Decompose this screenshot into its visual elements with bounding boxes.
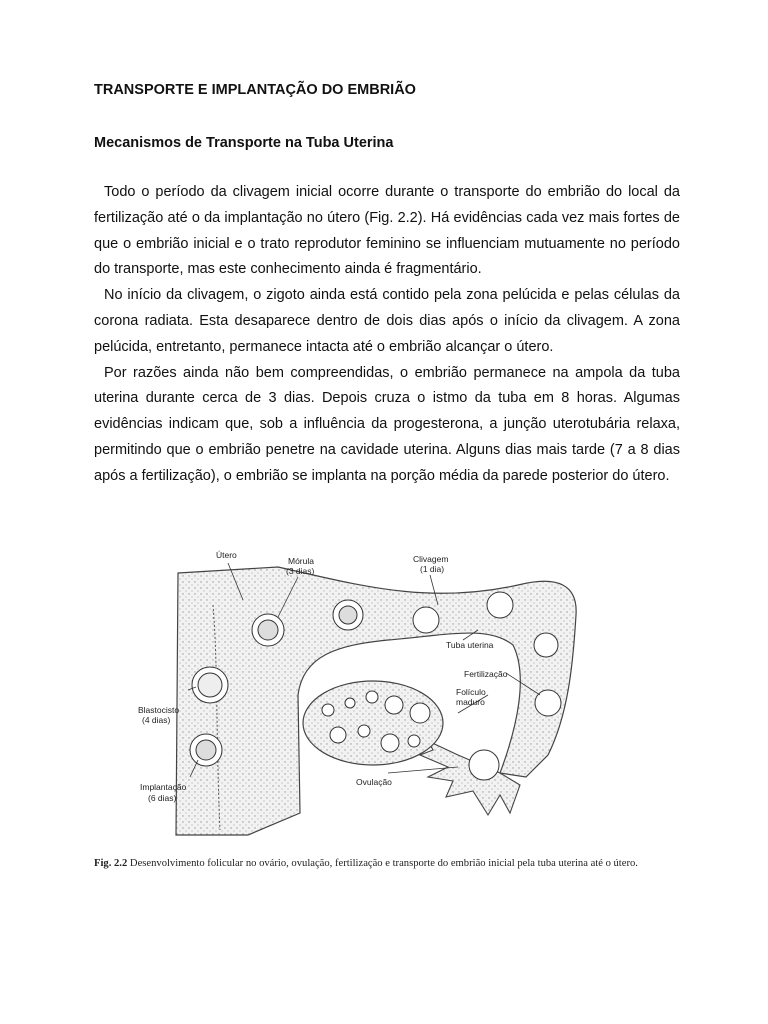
label-clivagem: Clivagem (413, 554, 449, 564)
paragraph-2: No início da clivagem, o zigoto ainda está contido pela zona pelúcida e pelas células da corona radiata. Esta desaparece dentro de dois dias após o início da clivagem. A zona pelúcida, entretanto, permanece intacta até o embrião alcançar o útero. (94, 287, 680, 355)
body-text (94, 180, 680, 490)
paragraph-3: Por razões ainda não bem compreendidas, o embrião permanece na ampola da tuba uterina durante cerca de 3 dias. Depois cruza o istmo da tuba em 8 horas. Algumas evidências indicam que, sob a influência da progesterona, a junção uterotubária relaxa, permitindo que o embrião penetre na cavidade uterina. Alguns dias mais tarde (7 a 8 dias após a fertilização), o embrião se implanta na porção média da parede posterior do útero. (94, 364, 680, 484)
label-morula-days: (3 dias) (286, 566, 315, 576)
label-foliculo: Folículo (456, 687, 486, 697)
paragraph-1: Todo o período da clivagem inicial ocorre durante o transporte do embrião do local da fertilização até o da implantação no útero (Fig. 2.2). Há evidências cada vez mais fortes de que o embrião inicial e o trato reprodutor feminino se influenciam mutuamente no período do transporte, mas este conhecimento ainda é fragmentário. (94, 184, 680, 278)
label-utero: Útero (216, 550, 237, 560)
label-fertilizacao: Fertilização (464, 669, 508, 679)
label-ovulacao: Ovulação (356, 777, 392, 787)
label-implantacao-days: (6 dias) (148, 793, 177, 803)
fimbriae (420, 741, 520, 815)
label-tuba: Tuba uterina (446, 640, 494, 650)
caption-text: Desenvolvimento folicular no ovário, ovulação, fertilização e transporte do embrião inicial pela tuba uterina até o útero. (129, 858, 638, 869)
label-morula: Mórula (288, 556, 314, 566)
label-foliculo2: maduro (456, 697, 485, 707)
figure-2-2 (128, 545, 688, 845)
label-blastocisto: Blastocisto (138, 705, 180, 715)
label-clivagem-days: (1 dia) (420, 564, 445, 574)
label-blastocisto-days: (4 dias) (142, 715, 171, 725)
section-heading: Mecanismos de Transporte na Tuba Uterina (94, 135, 394, 151)
label-implantacao: Implantação (140, 782, 187, 792)
caption-label: Fig. 2.2 (94, 858, 128, 869)
figure-caption (94, 858, 714, 869)
document-title: TRANSPORTE E IMPLANTAÇÃO DO EMBRIÃO (94, 82, 416, 98)
uterine-tube-diagram (128, 545, 688, 845)
